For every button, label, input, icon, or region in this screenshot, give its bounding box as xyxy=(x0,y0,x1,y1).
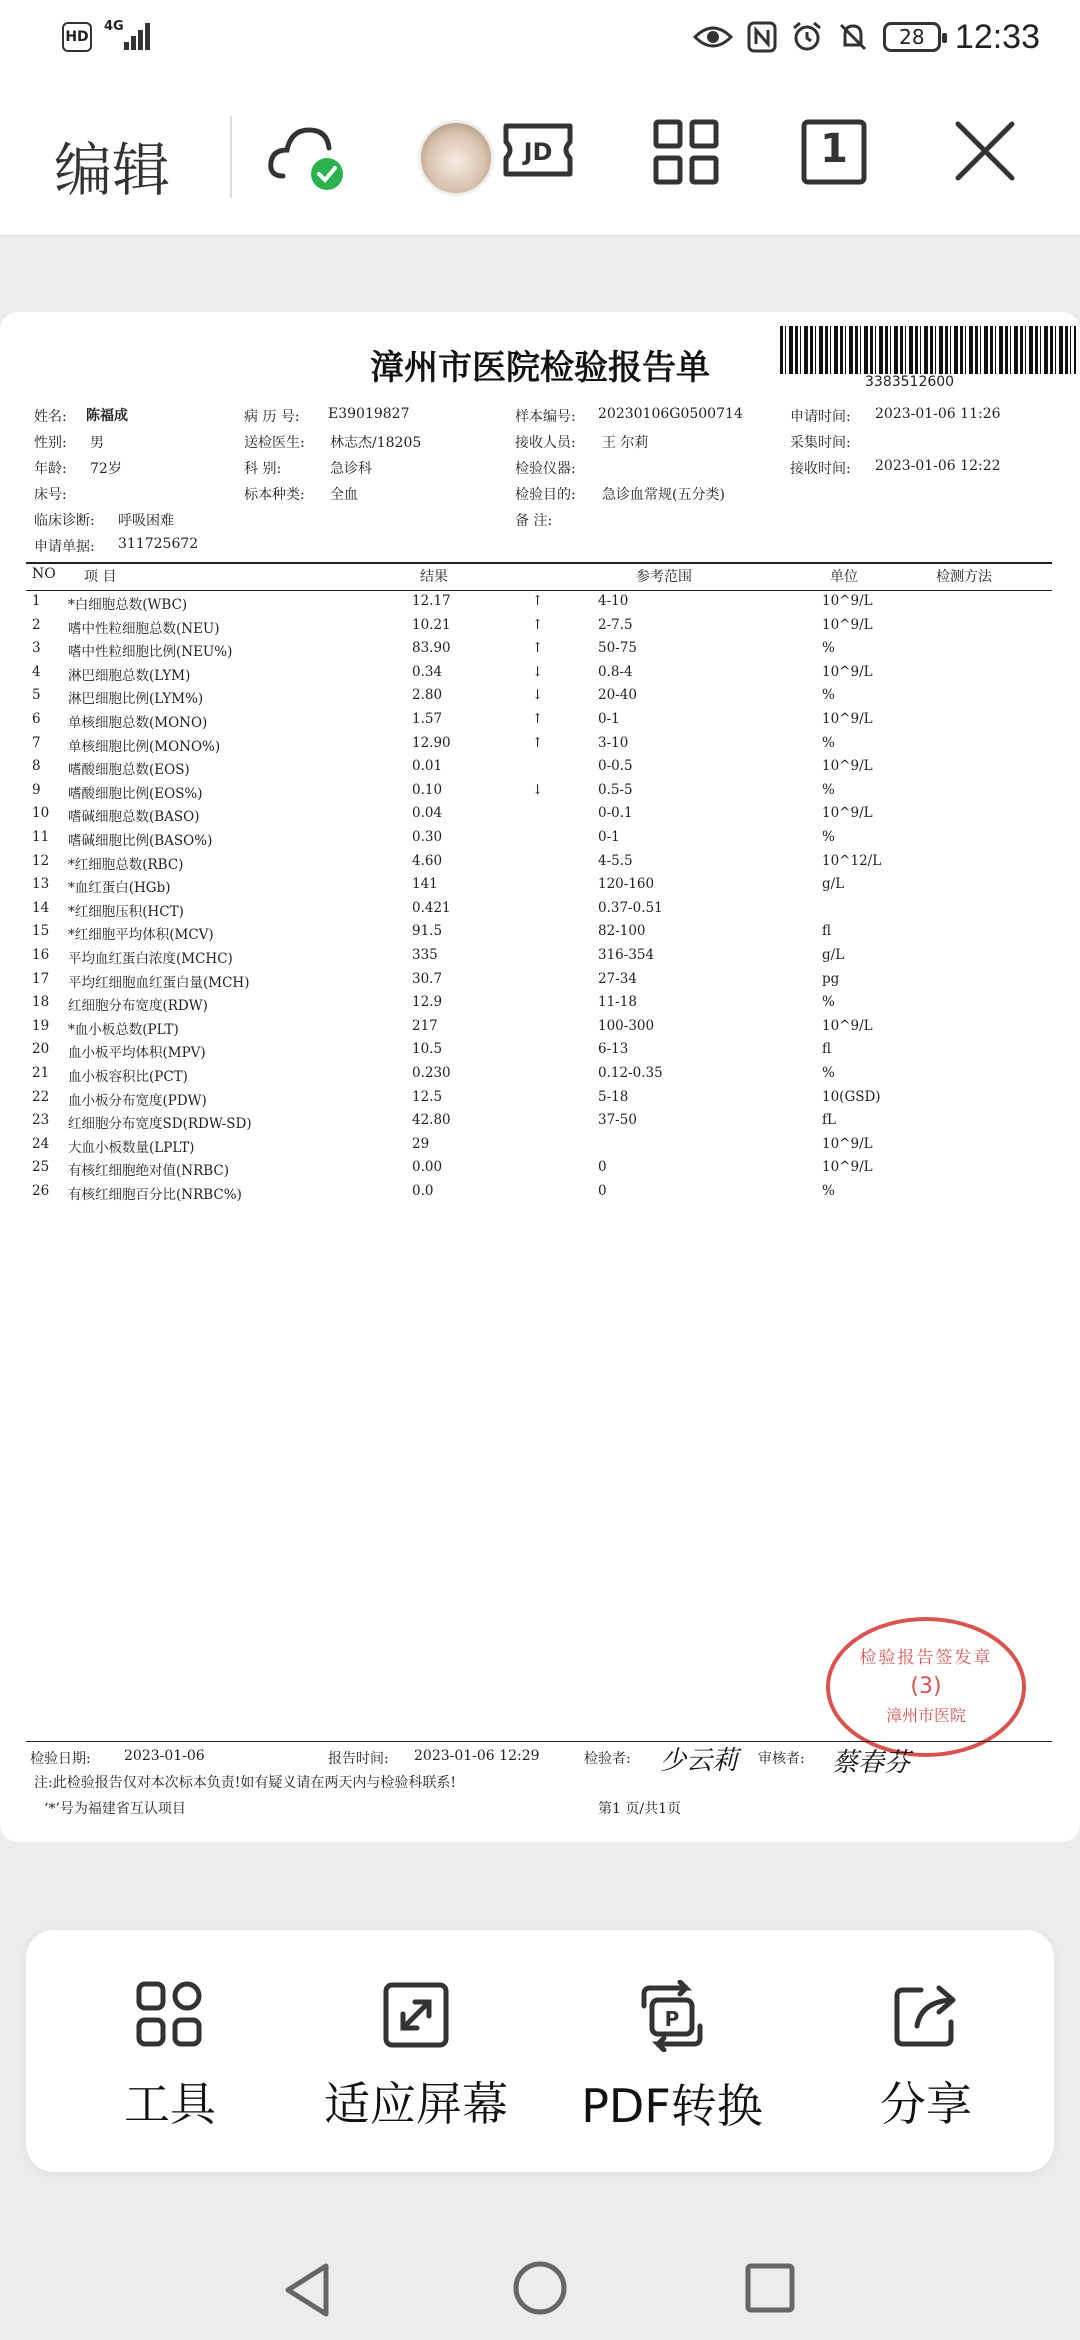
row-flag: ↑ xyxy=(532,640,544,657)
row-number: 26 xyxy=(32,1183,50,1199)
row-reference: 6-13 xyxy=(598,1041,629,1058)
col-item: 项 目 xyxy=(84,569,117,585)
mute-bell-icon xyxy=(837,21,869,53)
row-item: 嗜中性粒细胞比例(NEU%) xyxy=(68,644,233,661)
row-result: 335 xyxy=(412,947,438,963)
report-time: 2023-01-06 12:29 xyxy=(414,1748,540,1764)
row-result: 0.0 xyxy=(412,1183,434,1199)
tester-label: 检验者: xyxy=(584,1751,631,1767)
row-unit: fL xyxy=(822,1112,836,1129)
row-number: 15 xyxy=(32,923,50,940)
row-unit: % xyxy=(822,640,835,657)
patient-name: 陈福成 xyxy=(86,408,128,424)
row-unit: pg xyxy=(822,970,840,987)
pdf-convert-button[interactable] xyxy=(552,1980,792,2136)
table-row xyxy=(0,1065,1080,1088)
pdf-convert-icon xyxy=(636,1980,708,2052)
grid-icon xyxy=(652,118,720,186)
sample-label: 样本编号: xyxy=(515,409,576,425)
row-item: 单核细胞总数(MONO) xyxy=(68,715,208,731)
doctor-label: 送检医生: xyxy=(244,435,305,451)
row-number: 17 xyxy=(32,970,50,987)
row-result: 141 xyxy=(412,876,438,893)
table-row xyxy=(0,664,1080,687)
barcode-number: 3383512600 xyxy=(865,374,955,390)
fit-screen-icon xyxy=(381,1980,451,2050)
page-count: 1 xyxy=(820,126,848,172)
row-item: 平均红细胞血红蛋白量(MCH) xyxy=(68,974,250,991)
row-number: 24 xyxy=(32,1135,50,1152)
record-number: E39019827 xyxy=(328,406,410,422)
sex-label: 性别: xyxy=(34,435,67,451)
row-reference: 2-7.5 xyxy=(598,616,633,633)
table-row xyxy=(0,1112,1080,1135)
share-button[interactable] xyxy=(806,1980,1046,2134)
receive-time: 2023-01-06 12:22 xyxy=(875,458,1001,474)
row-unit: % xyxy=(822,829,835,845)
row-reference: 4-5.5 xyxy=(598,852,633,869)
apply-time-label: 申请时间: xyxy=(790,409,851,425)
avatar[interactable] xyxy=(418,120,494,196)
col-unit: 单位 xyxy=(830,569,858,585)
row-number: 13 xyxy=(32,876,50,893)
row-reference: 0.12-0.35 xyxy=(598,1065,663,1081)
row-reference: 0-0.1 xyxy=(598,805,633,822)
cloud-check-icon xyxy=(265,118,349,198)
signal-icon xyxy=(124,20,154,50)
row-number: 5 xyxy=(32,687,41,704)
row-item: 红细胞分布宽度(RDW) xyxy=(68,998,208,1015)
row-result: 0.34 xyxy=(412,663,443,680)
row-flag: ↓ xyxy=(532,687,544,704)
row-number: 18 xyxy=(32,994,50,1011)
collect-time-label: 采集时间: xyxy=(790,435,851,451)
table-row xyxy=(0,735,1080,758)
row-result: 12.90 xyxy=(412,734,451,751)
row-reference: 0-1 xyxy=(598,829,620,845)
row-flag: ↑ xyxy=(532,734,544,751)
barcode xyxy=(780,326,1076,374)
row-result: 30.7 xyxy=(412,970,443,987)
tools-button[interactable] xyxy=(50,1980,290,2134)
official-seal xyxy=(826,1617,1026,1757)
table-row xyxy=(0,1183,1080,1206)
nfc-icon xyxy=(747,21,777,53)
row-number: 19 xyxy=(32,1017,50,1034)
row-reference: 0.5-5 xyxy=(598,781,633,798)
instrument-label: 检验仪器: xyxy=(515,461,576,477)
row-unit: 10^9/L xyxy=(822,1017,873,1034)
page-count-button[interactable] xyxy=(800,118,880,198)
eye-icon xyxy=(693,23,733,51)
tester-signature: 少云莉 xyxy=(660,1746,739,1776)
row-unit: % xyxy=(822,1065,835,1081)
back-icon[interactable] xyxy=(282,2262,334,2318)
row-item: 血小板分布宽度(PDW) xyxy=(68,1092,207,1109)
col-result: 结果 xyxy=(420,569,448,585)
table-row xyxy=(0,687,1080,710)
row-number: 21 xyxy=(32,1065,50,1081)
row-number: 16 xyxy=(32,947,50,963)
grid-view-button[interactable] xyxy=(652,118,732,198)
row-result: 12.17 xyxy=(412,593,451,609)
row-result: 0.230 xyxy=(412,1065,451,1081)
row-number: 7 xyxy=(32,734,41,751)
row-reference: 0 xyxy=(598,1159,607,1176)
specimen-label: 标本种类: xyxy=(244,487,305,503)
table-row xyxy=(0,1089,1080,1112)
row-result: 10.21 xyxy=(412,616,451,633)
row-unit: 10^9/L xyxy=(822,1135,873,1152)
table-row xyxy=(0,782,1080,805)
receiver: 王 尔莉 xyxy=(602,435,649,451)
row-item: 血小板容积比(PCT) xyxy=(68,1069,188,1085)
purpose-label: 检验目的: xyxy=(515,487,576,503)
table-row xyxy=(0,1041,1080,1064)
reviewer-signature: 蔡春芬 xyxy=(832,1748,911,1778)
row-item: 平均血红蛋白浓度(MCHC) xyxy=(68,951,233,967)
row-number: 10 xyxy=(32,805,50,822)
row-reference: 5-18 xyxy=(598,1088,629,1105)
row-item: 大血小板数量(LPLT) xyxy=(68,1139,195,1156)
row-unit: % xyxy=(822,687,835,704)
table-row xyxy=(0,923,1080,946)
svg-text:JD: JD xyxy=(523,138,553,166)
cloud-sync-button[interactable] xyxy=(265,118,345,198)
row-unit: 10^9/L xyxy=(822,758,873,775)
row-item: 血小板平均体积(MPV) xyxy=(68,1045,206,1062)
row-reference: 316-354 xyxy=(598,947,655,963)
row-number: 4 xyxy=(32,663,41,680)
toolbar-divider xyxy=(230,116,232,198)
row-item: 嗜中性粒细胞总数(NEU) xyxy=(68,620,220,637)
row-unit: 10^9/L xyxy=(822,616,873,633)
row-result: 0.00 xyxy=(412,1159,443,1176)
test-date: 2023-01-06 xyxy=(124,1748,205,1764)
close-button[interactable] xyxy=(952,118,1032,198)
row-reference: 3-10 xyxy=(598,734,629,751)
receiver-label: 接收人员: xyxy=(515,435,576,451)
row-number: 1 xyxy=(32,593,41,609)
row-reference: 50-75 xyxy=(598,640,637,657)
row-unit: 10^12/L xyxy=(822,852,882,869)
table-row xyxy=(0,593,1080,616)
report-title: 漳州市医院检验报告单 xyxy=(370,348,710,388)
system-nav-bar xyxy=(0,2200,1080,2340)
battery-icon: 28 xyxy=(883,22,941,52)
home-icon[interactable] xyxy=(512,2260,568,2316)
table-row xyxy=(0,947,1080,970)
jd-icon xyxy=(502,118,574,182)
table-header-rule xyxy=(26,590,1052,591)
fit-screen-button[interactable] xyxy=(296,1980,536,2134)
top-toolbar xyxy=(0,78,1080,236)
row-item: 嗜酸细胞总数(EOS) xyxy=(68,762,190,779)
row-item: 有核红细胞百分比(NRBC%) xyxy=(68,1187,242,1203)
remark-label: 备 注: xyxy=(515,513,553,529)
test-purpose: 急诊血常规(五分类) xyxy=(602,487,725,503)
seal-arc-text: 检验报告签发章 xyxy=(859,1648,993,1668)
row-flag: ↑ xyxy=(532,593,544,609)
row-result: 0.421 xyxy=(412,899,451,916)
row-result: 12.9 xyxy=(412,994,443,1011)
seal-org: 漳州市医院 xyxy=(885,1706,966,1725)
row-result: 4.60 xyxy=(412,852,443,869)
dept-label: 科 别: xyxy=(244,461,282,477)
row-number: 6 xyxy=(32,711,41,727)
row-unit: % xyxy=(822,1183,835,1199)
row-result: 12.5 xyxy=(412,1088,443,1105)
row-flag: ↑ xyxy=(532,711,544,727)
row-reference: 4-10 xyxy=(598,593,629,609)
svg-text:P: P xyxy=(664,2007,680,2031)
row-unit: 10(GSD) xyxy=(822,1088,881,1105)
status-bar xyxy=(0,0,1080,78)
row-item: 红细胞分布宽度SD(RDW-SD) xyxy=(68,1116,252,1133)
table-row xyxy=(0,971,1080,994)
row-result: 217 xyxy=(412,1017,438,1034)
reviewer-label: 审核者: xyxy=(758,1751,805,1767)
name-label: 姓名: xyxy=(34,409,67,425)
row-number: 22 xyxy=(32,1088,50,1105)
age-label: 年龄: xyxy=(34,461,67,477)
row-unit: % xyxy=(822,734,835,751)
row-unit: 10^9/L xyxy=(822,1159,873,1176)
row-flag: ↑ xyxy=(532,616,544,633)
row-item: *血小板总数(PLT) xyxy=(68,1021,179,1038)
edit-button[interactable]: 编辑 xyxy=(54,136,171,204)
row-number: 3 xyxy=(32,640,41,657)
row-item: *红细胞压积(HCT) xyxy=(68,903,184,920)
row-number: 9 xyxy=(32,781,41,798)
row-reference: 120-160 xyxy=(598,876,655,893)
row-item: *红细胞总数(RBC) xyxy=(68,856,184,873)
row-item: 嗜碱细胞总数(BASO) xyxy=(68,809,200,826)
row-result: 29 xyxy=(412,1135,430,1152)
table-row xyxy=(0,805,1080,828)
row-unit: 10^9/L xyxy=(822,593,873,609)
row-number: 23 xyxy=(32,1112,50,1129)
apply-time: 2023-01-06 11:26 xyxy=(875,406,1001,422)
row-result: 0.30 xyxy=(412,829,443,845)
clock: 12:33 xyxy=(954,17,1040,56)
diagnosis: 呼吸困难 xyxy=(118,513,174,529)
row-item: 嗜碱细胞比例(BASO%) xyxy=(68,833,213,849)
share-icon xyxy=(891,1980,961,2050)
apply-number: 311725672 xyxy=(118,536,199,552)
row-item: *血红蛋白(HGb) xyxy=(68,880,171,897)
row-reference: 100-300 xyxy=(598,1017,655,1034)
row-result: 10.5 xyxy=(412,1041,443,1058)
table-row xyxy=(0,829,1080,852)
table-row xyxy=(0,711,1080,734)
alarm-icon xyxy=(791,21,823,53)
row-item: *白细胞总数(WBC) xyxy=(68,597,188,613)
row-item: 淋巴细胞总数(LYM) xyxy=(68,667,191,684)
report-page[interactable] xyxy=(0,312,1080,1842)
row-number: 20 xyxy=(32,1041,50,1058)
row-number: 12 xyxy=(32,852,50,869)
table-row xyxy=(0,758,1080,781)
network-type: 4G xyxy=(104,19,124,34)
share-label: 分享 xyxy=(880,2077,972,2131)
row-unit: g/L xyxy=(822,876,845,893)
disclaimer-note: 注:此检验报告仅对本次标本负责!如有疑义请在两天内与检验科联系! xyxy=(34,1775,456,1791)
hd-indicator: HD xyxy=(62,22,92,52)
table-row xyxy=(0,900,1080,923)
row-unit: % xyxy=(822,994,835,1011)
doctor: 林志杰/18205 xyxy=(330,435,422,451)
record-label: 病 历 号: xyxy=(244,409,300,425)
row-item: 有核红细胞绝对值(NRBC) xyxy=(68,1163,230,1180)
patient-age: 72岁 xyxy=(90,461,122,477)
table-row xyxy=(0,853,1080,876)
specimen-type: 全血 xyxy=(330,487,358,503)
table-row xyxy=(0,640,1080,663)
row-reference: 82-100 xyxy=(598,923,646,940)
row-result: 83.90 xyxy=(412,640,451,657)
row-unit: fl xyxy=(822,923,832,940)
row-number: 25 xyxy=(32,1159,50,1176)
sample-number: 20230106G0500714 xyxy=(598,406,743,422)
report-time-label: 报告时间: xyxy=(328,1751,389,1767)
row-reference: 0 xyxy=(598,1183,607,1199)
row-unit: 10^9/L xyxy=(822,711,873,727)
table-top-rule xyxy=(26,562,1052,564)
apply-no-label: 申请单据: xyxy=(34,539,95,555)
row-unit: fl xyxy=(822,1041,832,1058)
row-number: 2 xyxy=(32,616,41,633)
row-reference: 0-0.5 xyxy=(598,758,633,775)
table-row xyxy=(0,876,1080,899)
row-reference: 0-1 xyxy=(598,711,620,727)
row-number: 14 xyxy=(32,899,50,916)
row-item: *红细胞平均体积(MCV) xyxy=(68,927,214,944)
row-flag: ↓ xyxy=(532,781,544,798)
bottom-action-sheet xyxy=(26,1930,1054,2172)
row-result: 0.10 xyxy=(412,781,443,798)
tools-label: 工具 xyxy=(124,2077,216,2131)
pdf-convert-label: PDF转换 xyxy=(581,2079,763,2133)
row-flag: ↓ xyxy=(532,663,544,680)
fit-screen-label: 适应屏幕 xyxy=(324,2077,508,2131)
row-result: 0.04 xyxy=(412,805,443,822)
row-result: 91.5 xyxy=(412,923,443,940)
jd-button[interactable] xyxy=(502,118,582,198)
bed-label: 床号: xyxy=(34,487,67,503)
row-result: 0.01 xyxy=(412,758,443,775)
row-item: 淋巴细胞比例(LYM%) xyxy=(68,691,204,708)
table-row xyxy=(0,1159,1080,1182)
row-result: 42.80 xyxy=(412,1112,451,1129)
row-unit: 10^9/L xyxy=(822,805,873,822)
row-reference: 0.8-4 xyxy=(598,663,633,680)
col-ref: 参考范围 xyxy=(636,569,692,585)
row-reference: 11-18 xyxy=(598,994,637,1011)
tools-icon xyxy=(135,1980,205,2050)
row-unit: g/L xyxy=(822,947,845,963)
test-date-label: 检验日期: xyxy=(30,1751,91,1767)
row-result: 1.57 xyxy=(412,711,443,727)
receive-time-label: 接收时间: xyxy=(790,461,851,477)
department: 急诊科 xyxy=(330,461,372,477)
row-result: 2.80 xyxy=(412,687,443,704)
row-unit: % xyxy=(822,781,835,798)
diagnosis-label: 临床诊断: xyxy=(34,513,95,529)
col-method: 检测方法 xyxy=(936,569,992,585)
table-row xyxy=(0,994,1080,1017)
row-item: 嗜酸细胞比例(EOS%) xyxy=(68,785,203,802)
col-no: NO xyxy=(32,566,56,582)
row-item: 单核细胞比例(MONO%) xyxy=(68,738,221,755)
row-reference: 27-34 xyxy=(598,970,637,987)
row-reference: 20-40 xyxy=(598,687,637,704)
row-reference: 0.37-0.51 xyxy=(598,899,663,916)
page-indicator: 第1 页/共1页 xyxy=(598,1801,681,1817)
table-row xyxy=(0,1136,1080,1159)
recents-icon[interactable] xyxy=(744,2262,796,2314)
table-row xyxy=(0,617,1080,640)
close-icon xyxy=(952,118,1018,184)
seal-number: (3) xyxy=(910,1674,942,1699)
row-unit: 10^9/L xyxy=(822,663,873,680)
patient-sex: 男 xyxy=(90,435,104,451)
star-note: ‘*’号为福建省互认项目 xyxy=(44,1801,186,1817)
table-row xyxy=(0,1018,1080,1041)
row-number: 8 xyxy=(32,758,41,775)
row-reference: 37-50 xyxy=(598,1112,637,1129)
row-number: 11 xyxy=(32,829,50,845)
